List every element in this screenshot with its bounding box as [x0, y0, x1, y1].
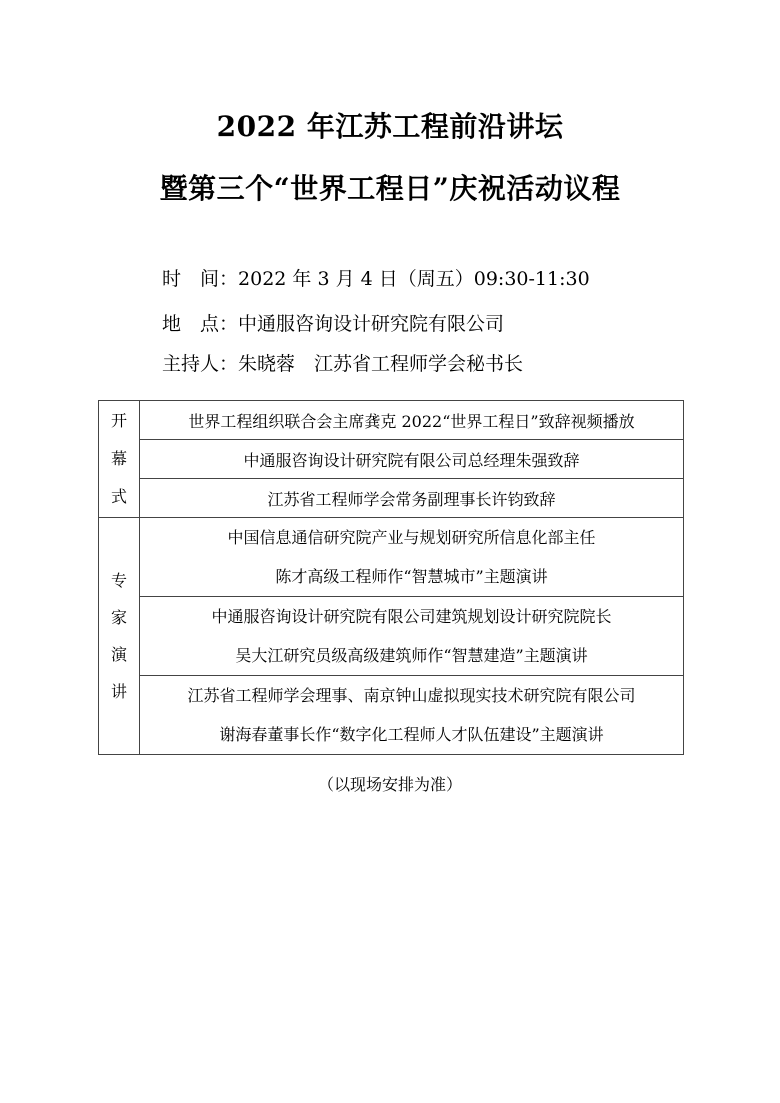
agenda-item: 中通服咨询设计研究院有限公司总经理朱强致辞: [140, 440, 684, 479]
table-row: [99, 518, 684, 597]
host-label: 主持人：: [162, 353, 239, 375]
agenda-item: 中通服咨询设计研究院有限公司建筑规划设计研究院院长 吴大江研究员级高级建筑师作“智慧建造”主题演讲: [140, 597, 684, 676]
table-row: [99, 440, 684, 479]
table-row: [99, 676, 684, 755]
table-row: [99, 597, 684, 676]
place-label: 地 点：: [162, 313, 239, 335]
time-label: 时 间：: [162, 268, 239, 290]
title-line-1: 2022 年江苏工程前沿讲坛: [216, 110, 564, 143]
agenda-item: 江苏省工程师学会常务副理事长许钧致辞: [140, 479, 684, 518]
agenda-table: [98, 400, 684, 755]
host-value: 朱晓蓉 江苏省工程师学会秘书长: [238, 353, 524, 375]
place-value: 中通服咨询设计研究院有限公司: [238, 313, 505, 335]
table-row: [99, 401, 684, 440]
info-time: [162, 264, 590, 291]
section-expert-label: 专 家 演 讲: [99, 518, 140, 755]
agenda-item: 江苏省工程师学会理事、南京钟山虚拟现实技术研究院有限公司 谢海春董事长作“数字化工程师人才队伍建设”主题演讲: [140, 676, 684, 755]
agenda-item: 中国信息通信研究院产业与规划研究所信息化部主任 陈才高级工程师作“智慧城市”主题演讲: [140, 518, 684, 597]
info-host: [162, 349, 523, 376]
title-line-2: 暨第三个“世界工程日”庆祝活动议程: [159, 172, 621, 205]
info-place: [162, 309, 504, 336]
agenda-item: 世界工程组织联合会主席龚克 2022“世界工程日”致辞视频播放: [140, 401, 684, 440]
table-row: [99, 479, 684, 518]
time-value: 2022 年 3 月 4 日（周五）09:30-11:30: [238, 268, 590, 290]
section-opening-label: 开 幕 式: [99, 401, 140, 518]
schedule-note: （以现场安排为准）: [317, 775, 462, 794]
